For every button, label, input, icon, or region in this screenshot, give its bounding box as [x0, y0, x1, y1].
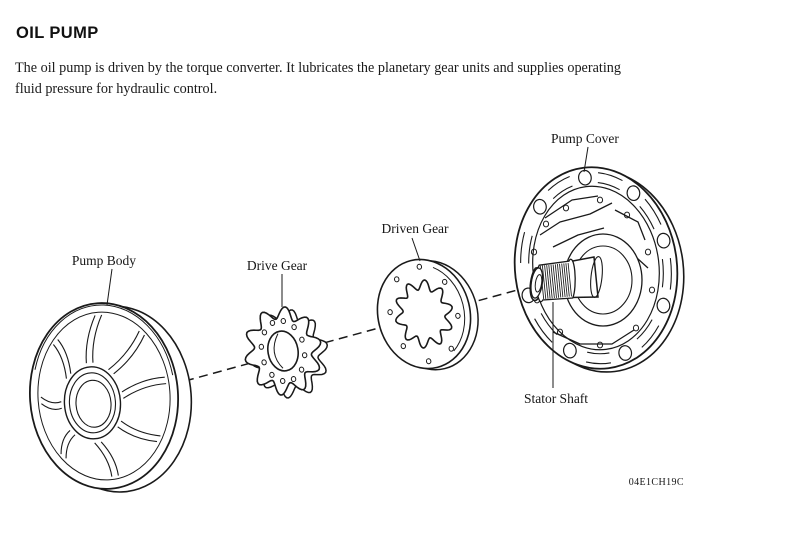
page-title: OIL PUMP: [16, 24, 99, 42]
pump-body-leader-line: [107, 269, 112, 305]
figure-code: 04E1CH19C: [628, 477, 684, 488]
stator-shaft-label: Stator Shaft: [523, 391, 589, 406]
intro-line-1: The oil pump is driven by the torque converter. It lubricates the planetary gear units and supplies operating: [15, 60, 621, 76]
driven-gear-drawing: [366, 248, 489, 382]
drive-gear-drawing: [238, 301, 336, 404]
drive-gear-label: Drive Gear: [246, 258, 308, 273]
driven-gear-leader-line: [412, 238, 420, 261]
driven-gear-label: Driven Gear: [381, 221, 449, 236]
pump-body-label: Pump Body: [71, 253, 137, 268]
pump-cover-label: Pump Cover: [551, 131, 619, 146]
intro-line-2: fluid pressure for hydraulic control.: [15, 81, 218, 97]
pump-body-drawing: [24, 297, 198, 498]
